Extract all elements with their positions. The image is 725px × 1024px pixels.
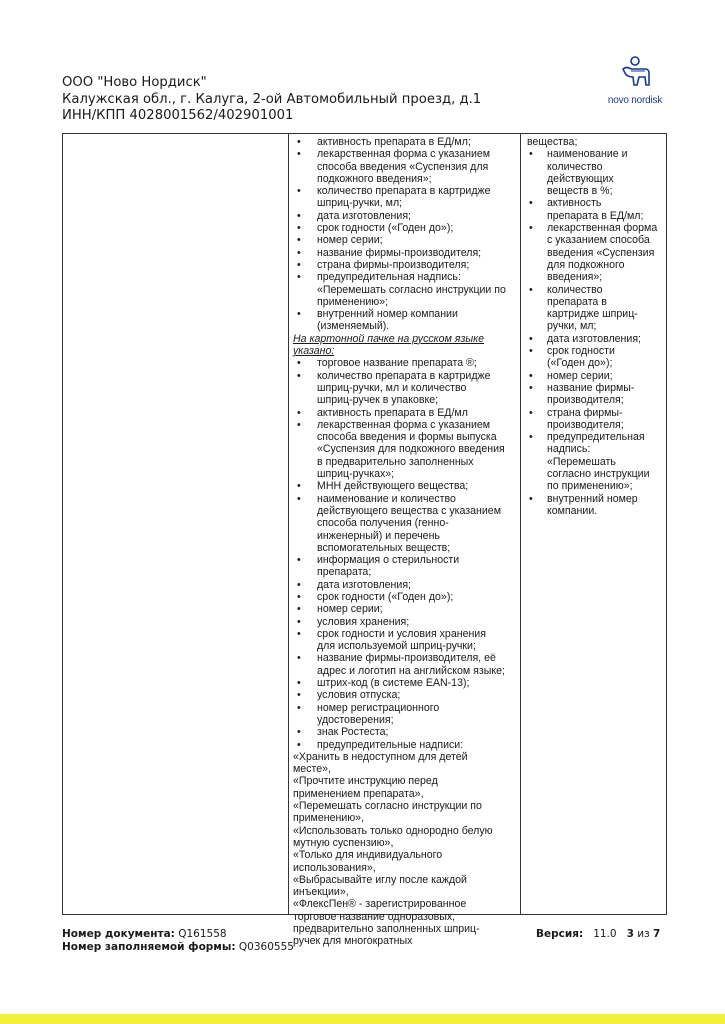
list-item: [293, 591, 517, 603]
text-line: предупредительная надпись:: [317, 271, 461, 284]
bullet-icon: •: [297, 492, 301, 505]
text-line: торговое название препарата ®;: [317, 357, 477, 370]
text-line: способа получения (генно-: [317, 517, 449, 530]
list-item: [293, 259, 517, 271]
text-line: активность препарата в ЕД/мл: [317, 406, 468, 419]
text-line: название фирмы-производителя;: [317, 246, 482, 259]
list-item: [527, 148, 665, 197]
version-value: 11.0: [593, 928, 617, 940]
table-column-left: [63, 134, 289, 914]
text-line: номер серии;: [317, 603, 383, 616]
doc-number: Q161558: [178, 928, 227, 940]
text-line: внутренний номер: [547, 492, 638, 505]
text-line: введения «Суспензия: [547, 246, 655, 259]
bullet-icon: •: [297, 689, 301, 702]
list-item: [527, 197, 665, 222]
text-line: для подкожного: [547, 258, 625, 271]
list-item: [293, 726, 517, 738]
text-line: ручек для многократных: [293, 935, 413, 948]
bullet-icon: •: [297, 418, 301, 431]
text-line: производителя;: [547, 394, 624, 407]
list-item: [293, 234, 517, 246]
page-current: 3: [626, 928, 634, 940]
text-line: инженерный) и перечень: [317, 529, 440, 542]
list-item: [293, 702, 517, 727]
text-line: количество препарата в картридже: [317, 185, 491, 198]
list-item: [293, 493, 517, 554]
list-item: [293, 579, 517, 591]
text-line: «Выбрасывайте иглу после каждой: [293, 873, 467, 886]
list-item: [293, 554, 517, 579]
text-line: мутную суспензию»,: [293, 836, 394, 849]
bullet-icon: •: [297, 726, 301, 739]
list-item: [293, 308, 517, 333]
form-number-label: Номер заполняемой формы:: [62, 941, 236, 953]
company-address: Калужская обл., г. Калуга, 2-ой Автомобильный проезд, д.1: [62, 91, 482, 107]
bullet-icon: •: [297, 271, 301, 284]
text-line: инъекции»,: [293, 886, 349, 899]
text-line: («Годен до»);: [547, 357, 613, 370]
text-line: надпись:: [547, 443, 591, 456]
bullet-icon: •: [529, 431, 533, 444]
text-line: лекарственная форма: [547, 222, 658, 235]
text-line: «Перемешать: [547, 455, 616, 468]
text-line: с указанием способа: [547, 234, 650, 247]
text-line: активность препарата в ЕД/мл;: [317, 136, 471, 148]
text-line: условия отпуска;: [317, 689, 401, 702]
text-line: номер регистрационного: [317, 701, 440, 714]
list-item: [293, 222, 517, 234]
text-line: вспомогательных веществ;: [317, 541, 451, 554]
text-line: количество: [547, 160, 603, 173]
logo-text: novo nordisk: [607, 95, 663, 106]
bullet-icon: •: [529, 381, 533, 394]
text-line: по применению»;: [547, 480, 633, 493]
text-line: предупредительная: [547, 431, 645, 444]
list-item: [293, 271, 517, 308]
section-heading: [293, 333, 517, 358]
text-line: шприц-ручек в упаковке;: [317, 394, 439, 407]
text-line: срок годности: [547, 345, 615, 358]
list-item: [293, 357, 517, 369]
text-line: дата изготовления;: [317, 209, 412, 222]
table-column-middle: [288, 134, 521, 948]
bullet-icon: •: [297, 246, 301, 259]
text-line: «Хранить в недоступном для детей: [293, 750, 468, 763]
text-line: применению»,: [293, 812, 365, 825]
doc-number-label: Номер документа:: [62, 928, 175, 940]
bullet-icon: •: [297, 627, 301, 640]
text-line: согласно инструкции: [547, 468, 650, 481]
text-line: подкожного введения»;: [317, 172, 432, 185]
text-line: штрих-код (в системе EAN-13);: [317, 677, 470, 690]
text-line: указано:: [293, 345, 335, 358]
list-item: [293, 370, 517, 407]
text-line: «Только для индивидуального: [293, 849, 443, 862]
list-item: [293, 616, 517, 628]
list-item: [293, 148, 517, 185]
text-line: срок годности («Годен до»);: [317, 590, 454, 603]
text-line: номер серии;: [547, 369, 613, 382]
list-item: [293, 677, 517, 689]
list-item: [527, 431, 665, 492]
version-label: Версия:: [536, 928, 584, 940]
text-line: шприц-ручки, мл;: [317, 197, 403, 210]
bullet-icon: •: [297, 369, 301, 382]
bullet-icon: •: [297, 222, 301, 235]
text-line: «Перемешать согласно инструкции по: [293, 800, 482, 813]
text-line: (изменяемый).: [317, 320, 390, 333]
text-line: наименование и: [547, 148, 628, 161]
bullet-icon: •: [529, 332, 533, 345]
list-item: [293, 407, 517, 419]
text-line: название фирмы-производителя, её: [317, 652, 496, 665]
bullet-icon: •: [297, 578, 301, 591]
text-line: наименование и количество: [317, 492, 456, 505]
list-item: [293, 136, 517, 148]
text-line: веществ в %;: [547, 185, 613, 198]
text-line: месте»,: [293, 763, 331, 776]
text-line: условия хранения;: [317, 615, 410, 628]
bullet-icon: •: [529, 492, 533, 505]
text-line: страна фирмы-: [547, 406, 623, 419]
text-line: знак Ростеста;: [317, 726, 389, 739]
text-line: лекарственная форма с указанием: [317, 148, 491, 161]
company-inn: ИНН/КПП 4028001562/402901001: [62, 108, 294, 123]
text-line: действующего вещества с указанием: [317, 504, 501, 517]
list-item: [293, 480, 517, 492]
list-item: [527, 222, 665, 283]
text-line: введения»;: [547, 271, 603, 284]
text-line: активность: [547, 197, 602, 210]
form-number: Q0360555: [238, 941, 294, 953]
text-line: предупредительные надписи:: [317, 738, 464, 751]
list-item: [527, 333, 665, 345]
text-line: информация о стерильности: [317, 554, 460, 567]
footer-right: [536, 928, 660, 941]
text-line: производителя;: [547, 418, 624, 431]
text-line: лекарственная форма с указанием: [317, 418, 491, 431]
list-item: [293, 603, 517, 615]
table-column-right: [520, 134, 668, 914]
page-separator: из: [637, 928, 650, 940]
text-line: дата изготовления;: [547, 332, 642, 345]
list-item: [527, 284, 665, 333]
text-line: вещества;: [527, 136, 578, 148]
bullet-icon: •: [297, 185, 301, 198]
list-item: [293, 689, 517, 701]
text-line: срок годности («Годен до»);: [317, 222, 454, 235]
text-line: действующих: [547, 172, 614, 185]
bullet-icon: •: [297, 357, 301, 370]
bullet-icon: •: [529, 148, 533, 161]
bullet-icon: •: [529, 369, 533, 382]
bullet-icon: •: [297, 480, 301, 493]
text-line: препарата в ЕД/мл;: [547, 209, 644, 222]
text-line: удостоверения;: [317, 713, 394, 726]
text-line: название фирмы-: [547, 381, 635, 394]
text-line: картридже шприц-: [547, 308, 638, 321]
text-line: предварительно заполненных шприц-: [293, 923, 480, 935]
text-line: использования»,: [293, 861, 376, 874]
text-line: ручки, мл;: [547, 320, 597, 333]
list-item: [527, 370, 665, 382]
footer-left: [62, 928, 294, 954]
list-item: [293, 185, 517, 210]
bullet-icon: •: [297, 677, 301, 690]
bullet-icon: •: [297, 615, 301, 628]
bullet-icon: •: [297, 234, 301, 247]
text-line: срок годности и условия хранения: [317, 627, 486, 640]
bullet-icon: •: [529, 283, 533, 296]
bullet-icon: •: [529, 345, 533, 358]
text-line: «Прочтите инструкцию перед: [293, 775, 438, 788]
apis-bull-icon: [615, 55, 655, 93]
bullet-icon: •: [297, 209, 301, 222]
bullet-icon: •: [297, 652, 301, 665]
list-item: [293, 751, 517, 948]
bullet-icon: •: [297, 406, 301, 419]
text-line: компании.: [547, 504, 598, 517]
page-total: 7: [653, 928, 661, 940]
list-item: [293, 628, 517, 653]
text-line: внутренний номер компании: [317, 308, 458, 321]
bullet-icon: •: [297, 258, 301, 271]
text-line: препарата;: [317, 566, 372, 579]
bullet-icon: •: [297, 148, 301, 161]
text-line: МНН действующего вещества;: [317, 480, 469, 493]
list-item: [527, 493, 665, 518]
text-line: в предварительно заполненных: [317, 455, 474, 468]
text-line: способа введения «Суспензия для: [317, 160, 489, 173]
list-item: [527, 407, 665, 432]
bullet-icon: •: [297, 590, 301, 603]
company-header: [62, 75, 481, 125]
list-item: [293, 210, 517, 222]
text-line: адрес и логотип на английском языке;: [317, 664, 505, 677]
text-line: количество: [547, 283, 603, 296]
text-line: для используемой шприц-ручки;: [317, 640, 476, 653]
company-name: ООО "Ново Нордиск": [62, 75, 207, 90]
text-line: «Суспензия для подкожного введения: [317, 443, 505, 456]
bullet-icon: •: [529, 222, 533, 235]
bullet-icon: •: [297, 136, 301, 148]
text-line: дата изготовления;: [317, 578, 412, 591]
bullet-icon: •: [297, 603, 301, 616]
list-item: [527, 345, 665, 370]
text-line: способа введения и формы выпуска: [317, 431, 497, 444]
list-item: [293, 419, 517, 480]
text-line: шприц-ручках»;: [317, 468, 395, 481]
text-line: количество препарата в картридже: [317, 369, 491, 382]
bullet-icon: •: [297, 701, 301, 714]
text-line: «Использовать только однородно белую: [293, 824, 493, 837]
text-line: «Перемешать согласно инструкции по: [317, 283, 506, 296]
bullet-icon: •: [297, 308, 301, 321]
bullet-icon: •: [529, 197, 533, 210]
text-line: страна фирмы-производителя;: [317, 258, 470, 271]
list-item: [527, 382, 665, 407]
text-line: применением препарата»,: [293, 787, 424, 800]
text-line: применению»;: [317, 295, 389, 308]
list-item: [293, 247, 517, 259]
list-item: [527, 136, 665, 148]
bullet-icon: •: [529, 406, 533, 419]
text-line: препарата в: [547, 295, 607, 308]
bullet-icon: •: [297, 738, 301, 751]
list-item: [293, 739, 517, 751]
bullet-icon: •: [297, 554, 301, 567]
text-line: «ФлексПен® - зарегистрированное: [293, 898, 467, 911]
text-line: номер серии;: [317, 234, 383, 247]
scan-edge-stripe: [0, 1014, 725, 1024]
text-line: шприц-ручки, мл и количество: [317, 381, 467, 394]
text-line: торговое название одноразовых,: [293, 910, 456, 923]
list-item: [293, 652, 517, 677]
novo-nordisk-logo: [600, 55, 670, 105]
text-line: На картонной пачке на русском языке: [293, 332, 485, 345]
